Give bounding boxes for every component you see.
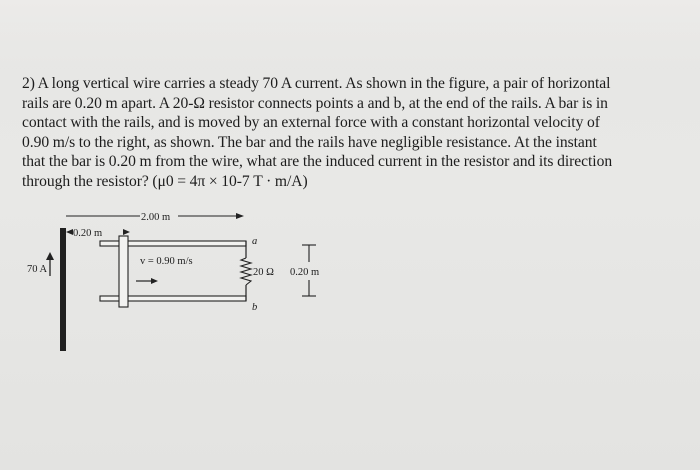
sliding-bar [119,236,128,307]
problem-line-5: that the bar is 0.20 m from the wire, what are the induced current in the resistor and its direction [22,153,613,171]
label-resistance: 20 Ω [253,267,274,278]
dimension-2m-arrowhead [236,213,244,219]
velocity-arrow-head [151,278,158,284]
label-point-a: a [252,236,258,247]
dimension-020-arrow-right [123,229,130,235]
dimension-020-arrow-left [66,229,73,235]
label-bar-distance: 0.20 m [73,228,103,239]
current-arrow-head [46,252,54,260]
problem-line-1: 2) A long vertical wire carries a steady 70 A current. As shown in the figure, a pair of horizontal [22,75,611,92]
problem-line-3: contact with the rails, and is moved by an external force with a constant horizontal velocity of [22,114,600,132]
label-rail-separation: 0.20 m [290,267,320,278]
label-wire-current: 70 A [27,264,48,275]
problem-line-6: through the resistor? (μ0 = 4π × 10-7 T · m/A) [22,172,308,190]
problem-line-2: rails are 0.20 m apart. A 20-Ω resistor connects points a and b, at the end of the rails. A bar is in [22,94,608,112]
vertical-wire [60,228,66,351]
label-point-b: b [252,302,258,313]
problem-line-4: 0.90 m/s to the right, as shown. The bar and the rails have negligible resistance. At the instant [22,133,597,151]
label-2m: 2.00 m [141,212,171,223]
label-velocity: v = 0.90 m/s [140,256,193,267]
resistor-zigzag [241,258,251,285]
